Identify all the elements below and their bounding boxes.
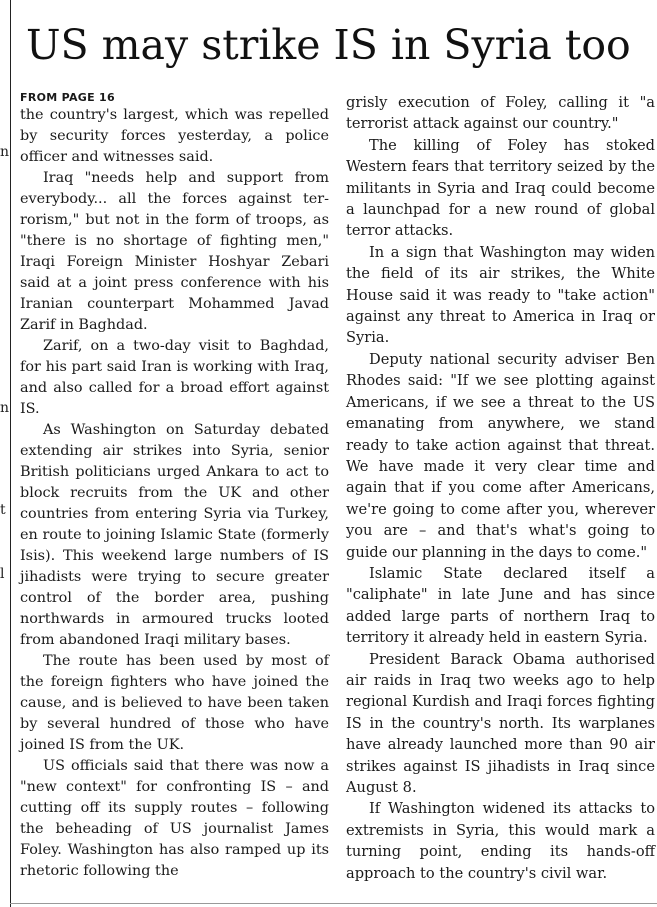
article-column-left xyxy=(20,91,329,882)
left-column-rule xyxy=(10,0,11,907)
paragraph: In a sign that Washington may widen the field of its air strikes, the White House said it was ready to "take action" against any threat to America in Iraq or Syria. xyxy=(346,243,655,347)
paragraph: If Washington widened its attacks to extremists in Syria, this would mark a turning point, ending its hands-off approach to the country's civil war. xyxy=(346,800,655,882)
article-column-right xyxy=(346,92,655,884)
margin-fragment: t xyxy=(0,502,6,518)
paragraph: grisly execution of Foley, calling it "a terrorist attack against our country." xyxy=(346,94,655,133)
paragraph: The killing of Foley has stoked Western fears that territory seized by the militants in Syria and Iraq could become a launchpad for a new round of global terror attacks. xyxy=(346,136,655,240)
paragraph: The route has been used by most of the foreign fighters who have joined the cause, and is believed to have been taken by several hundred of those who have joined IS from the UK. xyxy=(20,653,329,753)
paragraph: As Washington on Saturday debated extending air strikes into Syria, senior British politicians urged Ankara to act to block recruits from the UK and other countries from entering Syria via Turkey, en route to joining Islamic State (formerly Isis). This weekend large numbers of IS jihadists were trying to secure greater control of the border area, pushing northwards in armoured trucks looted from abandoned Iraqi military bases. xyxy=(20,422,329,648)
paragraph: Zarif, on a two-day visit to Baghdad, for his part said Iran is working with Iraq, and also called for a broad effort against IS. xyxy=(20,338,329,417)
paragraph: President Barack Obama authorised air raids in Iraq two weeks ago to help regional Kurdish and Iraqi forces fighting IS in the country's north. Its warplanes have already launched more than 90 air strikes against IS jihadists in Iraq since August 8. xyxy=(346,650,655,796)
margin-fragment: n xyxy=(0,400,10,416)
dateline: FROM PAGE 16 xyxy=(20,91,115,104)
paragraph: US officials said that there was now a "new context" for confronting IS – and cutting off its supply routes – following the beheading of US journalist James Foley. Washington has also ramped up its rhetoric following the xyxy=(20,758,329,879)
paragraph: Deputy national security adviser Ben Rhodes said: "If we see plotting against Americans, if we see a threat to the US emanating from anywhere, we stand ready to take action against that threat. We have made it very clear time and again that if you come after Americans, we're going to come after you, wherever you are – and that's what's going to guide our planning in the days to come." xyxy=(346,350,655,561)
paragraph: the country's largest, which was repelled by security forces yesterday, a police officer and witnesses said. xyxy=(20,107,329,165)
margin-fragment: l xyxy=(0,566,5,582)
margin-fragment: n xyxy=(0,144,10,160)
headline: US may strike IS in Syria too xyxy=(26,21,631,69)
paragraph: Islamic State declared itself a "caliphate" in late June and has since added large parts of northern Iraq to territory it already held in eastern Syria. xyxy=(346,564,655,647)
bottom-rule xyxy=(10,903,657,904)
paragraph: Iraq "needs help and support from everybody... all the forces against terrorism," but not in the form of troops, as "there is no shortage of fighting men," Iraqi Foreign Minister Hoshyar Zebari said at a joint press conference with his Iranian counterpart Mohammed Javad Zarif in Baghdad. xyxy=(20,170,329,333)
